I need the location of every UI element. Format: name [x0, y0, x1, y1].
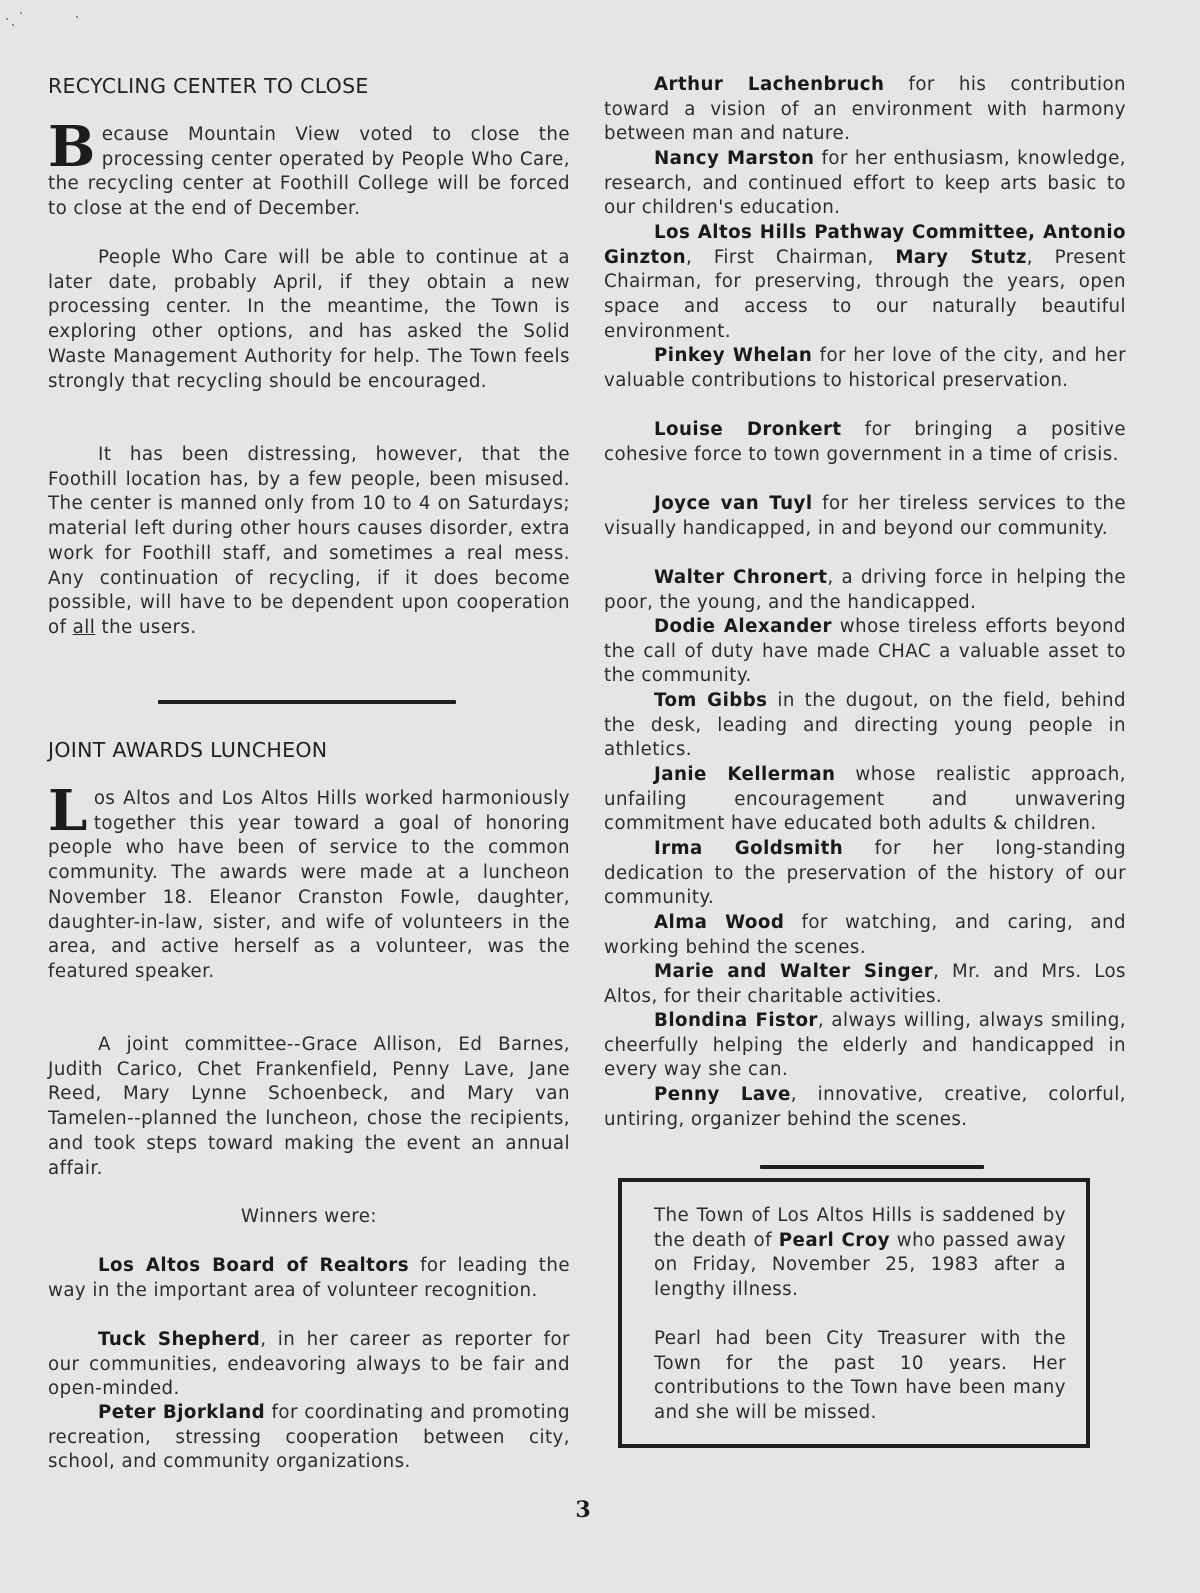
winner-entry: [604, 221, 1126, 345]
winner-name: Marie and Walter Singer: [654, 961, 934, 982]
winner-name: Louise Dronkert: [654, 419, 842, 440]
winner-entry: [48, 1328, 570, 1402]
winner-citation: for her long-standing dedication to the preservation of the history of our community.: [604, 838, 1126, 909]
winner-citation: for her enthusiasm, knowledge, research, and continued effort to keep arts basic to our children's education.: [604, 148, 1126, 219]
recycling-paragraph-1: [48, 114, 570, 222]
winner-entry: [604, 837, 1126, 911]
winner-entry: [604, 911, 1126, 960]
winner-entry: [604, 418, 1126, 467]
winner-citation: , First Chairman,: [685, 246, 896, 268]
scan-specks: [4, 10, 94, 40]
winner-name-2: Mary Stutz: [895, 246, 1027, 268]
drop-cap: L: [48, 778, 88, 844]
winner-citation: in the dugout, on the field, behind the desk, leading and directing young people in athletics.: [604, 690, 1126, 761]
luncheon-paragraph-1: [48, 778, 570, 985]
winner-citation: for her tireless services to the visually handicapped, in and beyond our community.: [604, 493, 1126, 539]
memorial-name: Pearl Croy: [778, 1229, 890, 1251]
recycling-paragraph-2: People Who Care will be able to continue at a later date, probably April, if they obtain a new processing center. In the meantime, the Town is exploring other options, and has asked the Solid Waste Management Authority for help. The Town feels strongly that recycling should be encouraged.: [48, 247, 570, 392]
recycling-paragraph-3-text: It has been distressing, however, that the Foothill location has, by a few people, been misused. The center is manned only from 10 to 4 on Saturdays; material left during other hours causes disorder, extra work for Foothill staff, and sometimes a real mess. Any continuation of recycling, if it does become possible, will have to be dependent upon cooperation of: [48, 444, 570, 638]
winner-entry: [604, 73, 1126, 147]
winner-citation: for watching, and caring, and working behind the scenes.: [604, 912, 1126, 958]
luncheon-heading: JOINT AWARDS LUNCHEON: [48, 738, 328, 762]
winner-name: Penny Lave: [654, 1084, 791, 1105]
memorial-paragraph-2: Pearl had been City Treasurer with the Town for the past 10 years. Her contributions to the Town have been many and she will be missed.: [654, 1328, 1066, 1424]
winner-citation: , innovative, creative, colorful, untiring, organizer behind the scenes.: [604, 1084, 1126, 1130]
winner-citation: for bringing a positive cohesive force to town government in a time of crisis.: [604, 419, 1126, 465]
recycling-heading: RECYCLING CENTER TO CLOSE: [48, 74, 369, 98]
memorial-paragraph-1: [654, 1204, 1066, 1303]
speck: [20, 12, 22, 14]
winner-name: Tuck Shepherd: [98, 1329, 261, 1350]
winner-entry: [604, 566, 1126, 615]
memorial-text: The Town of Los Altos Hills is saddened by the death of: [654, 1205, 1066, 1251]
page-number: 3: [575, 1497, 591, 1523]
winner-citation: whose tireless efforts beyond the call of duty have made CHAC a valuable asset to the community.: [604, 616, 1126, 687]
winner-entry: [604, 344, 1126, 393]
winner-citation: for leading the way in the important area of volunteer recognition.: [48, 1255, 570, 1301]
section-divider: [760, 1165, 984, 1169]
winner-citation: , a driving force in helping the poor, the young, and the handicapped.: [604, 567, 1126, 613]
winner-name: Janie Kellerman: [654, 764, 836, 785]
winner-name: Dodie Alexander: [654, 616, 832, 637]
recycling-paragraph-1-text: ecause Mountain View voted to close the processing center operated by People Who Care, the recycling center at Foothill College will be forced to close at the end of December.: [48, 124, 570, 220]
winners-intro: Winners were:: [241, 1206, 377, 1227]
winner-name: Pinkey Whelan: [654, 345, 813, 366]
winner-entry: [604, 1009, 1126, 1083]
winner-citation: for his contribution toward a vision of an environment with harmony between man and nature.: [604, 74, 1127, 145]
drop-cap: B: [48, 114, 96, 180]
winner-entry: [48, 1254, 570, 1303]
winner-entry: [604, 689, 1126, 763]
emphasis-all: all: [72, 616, 96, 638]
winner-citation: for her love of the city, and her valuable contributions to historical preservation.: [604, 345, 1126, 391]
winner-name: Joyce van Tuyl: [654, 493, 813, 514]
winner-citation: , in her career as reporter for our communities, endeavoring always to be fair and open-minded.: [48, 1329, 570, 1400]
winner-name: Nancy Marston: [654, 148, 815, 169]
speck: [76, 16, 78, 18]
luncheon-paragraph-1-text: os Altos and Los Altos Hills worked harmoniously together this year toward a goal of honoring people who have been of service to the common community. The awards were made at a luncheon November 18. Eleanor Cranston Fowle, daughter, daughter-in-law, sister, and wife of volunteers in the area, and active herself as a volunteer, was the featured speaker.: [48, 788, 570, 982]
winner-citation: whose realistic approach, unfailing encouragement and unwavering commitment have educated both adults & children.: [604, 764, 1127, 835]
winner-name: Alma Wood: [654, 912, 785, 933]
winner-entry: [604, 1083, 1126, 1132]
memorial-notice-box: [618, 1178, 1090, 1448]
winner-citation: for coordinating and promoting recreation, stressing cooperation between city, school, and community organizations.: [48, 1402, 570, 1473]
winner-name: Arthur Lachenbruch: [654, 74, 885, 95]
winner-name: Blondina Fistor: [654, 1010, 818, 1031]
winner-citation: , always willing, always smiling, cheerfully helping the elderly and handicapped in every way she can.: [604, 1010, 1126, 1081]
winner-name: Peter Bjorkland: [98, 1402, 266, 1423]
winner-entry: [604, 615, 1126, 689]
section-divider: [158, 700, 456, 704]
winner-name: Tom Gibbs: [654, 690, 768, 711]
winner-entry: [48, 1401, 570, 1475]
winner-name: Los Altos Hills Pathway Committee, Antonio Ginzton: [604, 222, 1126, 268]
luncheon-paragraph-2: A joint committee--Grace Allison, Ed Barnes, Judith Carico, Chet Frankenfield, Penny Lave, Jane Reed, Mary Lynne Schoenbeck, and Mary van Tamelen--planned the luncheon, chose the recipients, and took steps toward making the event an annual affair.: [48, 1034, 570, 1179]
winner-entry: [604, 960, 1126, 1009]
winner-entry: [604, 147, 1126, 221]
speck: [12, 24, 14, 26]
winner-citation-2: , Present Chairman, for preserving, through the years, open space and access to our naturally beautiful environment.: [604, 246, 1126, 342]
recycling-paragraph-3: [48, 443, 570, 641]
winner-entry: [604, 492, 1126, 541]
memorial-text-end: who passed away on Friday, November 25, 1983 after a lengthy illness.: [654, 1229, 1066, 1301]
winner-citation: , Mr. and Mrs. Los Altos, for their charitable activities.: [604, 961, 1126, 1007]
winner-name: Los Altos Board of Realtors: [98, 1255, 409, 1276]
winner-entry: [604, 763, 1126, 837]
speck: [6, 18, 8, 20]
winner-name: Walter Chronert: [654, 567, 828, 588]
recycling-paragraph-3-end: the users.: [101, 616, 197, 638]
winner-name: Irma Goldsmith: [654, 838, 844, 859]
